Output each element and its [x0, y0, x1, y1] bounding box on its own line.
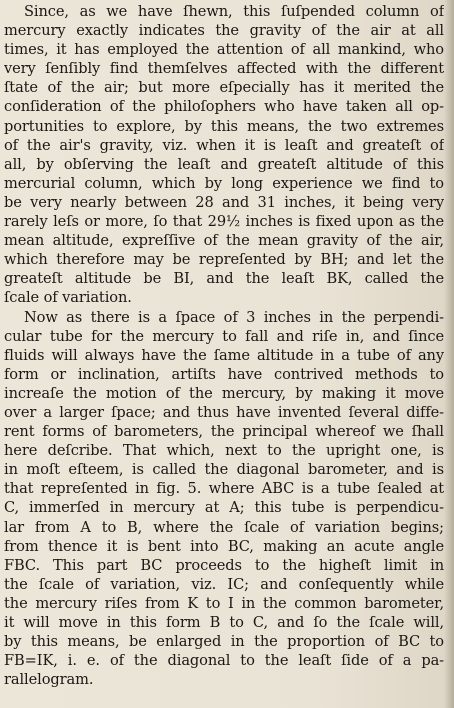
text-line: form or inclination, artiſts have contrived methods to — [4, 365, 444, 383]
text-line: fluids will always have the ſame altitude in a tube of any — [4, 346, 444, 364]
text-line: FB=IK, i. e. of the diagonal to the leaſt ſide of a pa- — [4, 652, 444, 670]
text-line: mercurial column, which by long experience we find to — [4, 174, 444, 192]
text-line: by this means, be enlarged in the proportion of BC to — [4, 633, 444, 651]
text-line: that repreſented in fig. 5. where ABC is a tube ſealed at — [4, 480, 444, 498]
text-line: C, immerſed in mercury at A; this tube is perpendicu- — [4, 499, 444, 517]
text-line: conſideration of the philoſophers who have taken all op- — [4, 98, 444, 116]
text-line: Now as there is a ſpace of 3 inches in the perpendi- — [24, 308, 444, 326]
text-line: FBC. This part BC proceeds to the higheſt limit in — [4, 556, 444, 574]
text-line: over a larger ſpace; and thus have invented ſeveral diffe- — [4, 403, 444, 421]
text-line: mercury exactly indicates the gravity of the air at all — [4, 22, 444, 40]
text-line: greateſt altitude be BI, and the leaſt BK, called the — [4, 270, 444, 288]
text-line: rarely leſs or more, ſo that 29½ inches is fixed upon as the — [4, 213, 444, 231]
text-line: ſcale of variation. — [4, 289, 132, 307]
text-line: it will move in this form B to C, and ſo the ſcale will, — [4, 614, 444, 631]
text-line: from thence it is bent into BC, making an acute angle — [4, 537, 444, 555]
text-line: which therefore may be repreſented by BH; and let the — [4, 251, 444, 269]
text-line: be very nearly between 28 and 31 inches, it being very — [4, 193, 444, 211]
text-line: lar from A to B, where the ſcale of variation begins; — [4, 518, 444, 536]
text-line: Since, as we have ſhewn, this ſuſpended column of — [24, 3, 444, 20]
text-line: rent forms of barometers, the principal whereof we ſhall — [4, 423, 444, 441]
page-edge-shadow — [444, 0, 454, 708]
text-line: here deſcribe. That which, next to the upright one, is — [4, 442, 444, 460]
text-line: very ſenſibly find themſelves affected with the different — [4, 60, 444, 78]
text-line: cular tube for the mercury to fall and riſe in, and ſince — [4, 327, 444, 345]
text-line: ſtate of the air; but more eſpecially has it merited the — [4, 79, 444, 97]
text-line: in moſt eſteem, is called the diagonal barometer, and is — [4, 461, 444, 479]
text-line: mean altitude, expreſſive of the mean gravity of the air, — [4, 232, 444, 250]
text-line: rallelogram. — [4, 671, 94, 689]
body-text — [4, 2, 444, 689]
text-line: the ſcale of variation, viz. IC; and conſequently while — [4, 575, 444, 593]
text-line: of the air's gravity, viz. when it is leaſt and greateſt of — [4, 136, 444, 154]
text-line: portunities to explore, by this means, the two extremes — [4, 117, 444, 135]
text-line: the mercury riſes from K to I in the common barometer, — [4, 594, 444, 612]
text-line: increaſe the motion of the mercury, by making it move — [4, 384, 444, 402]
text-line: all, by obſerving the leaſt and greateſt altitude of this — [4, 155, 444, 173]
text-line: times, it has employed the attention of all mankind, who — [4, 41, 444, 59]
